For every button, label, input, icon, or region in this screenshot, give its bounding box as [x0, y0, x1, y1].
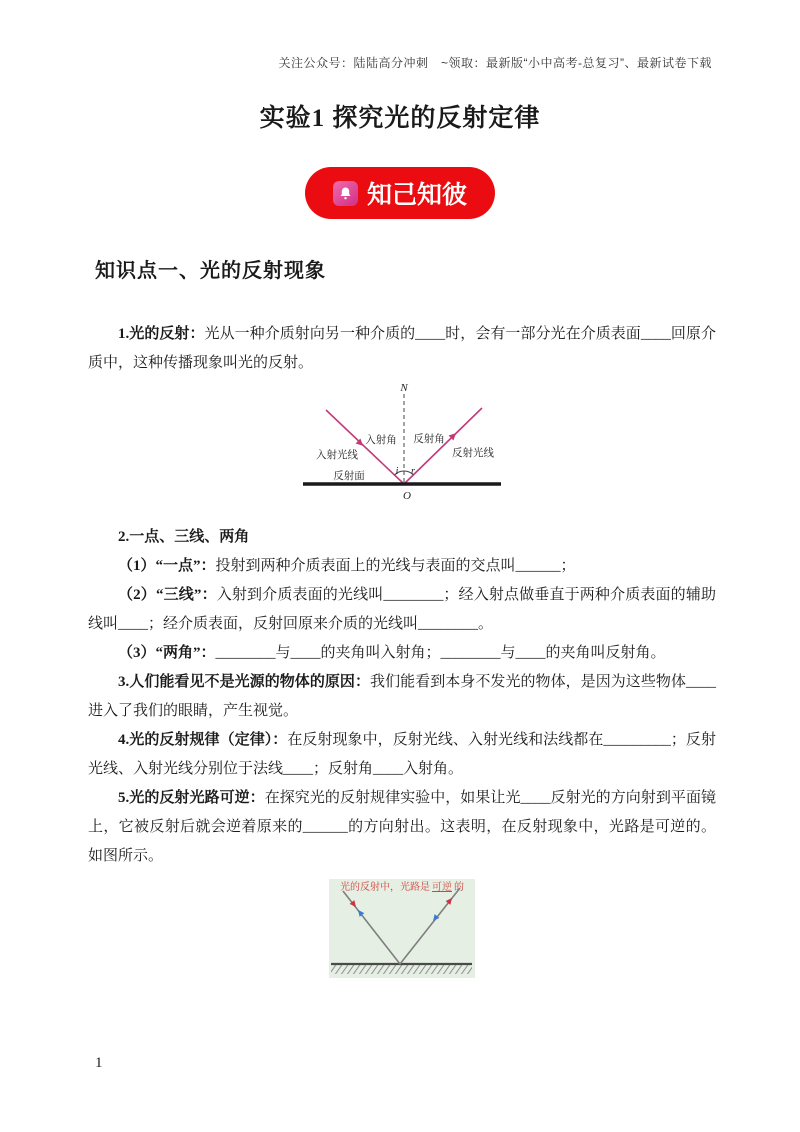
- reflection-diagram-svg: [301, 382, 503, 506]
- paragraph-4-text: 在反射现象中，反射光线、入射光线和法线都在_________；反射光线、入射光线分别位于法线____；反射角____入射角。: [88, 732, 716, 777]
- paragraph-3-text: 我们能看到本身不发光的物体，是因为这些物体____进入了我们的眼睛，产生视觉。: [88, 674, 716, 719]
- surface-label: 反射面: [333, 471, 365, 482]
- origin-label: O: [403, 490, 411, 502]
- figure-caption-suffix: 的: [454, 882, 464, 893]
- paragraph-3: [88, 668, 716, 726]
- reflected-ray-label: 反射光线: [452, 448, 494, 459]
- paragraph-5: [88, 784, 716, 871]
- page-number: 1: [95, 1055, 103, 1071]
- paragraph-3-label: 3.人们能看见不是光源的物体的原因：: [118, 674, 371, 690]
- paragraph-1-label: 1.光的反射：: [118, 326, 205, 342]
- paragraph-light-reflection: [88, 320, 716, 378]
- paragraph-5-text: 在探究光的反射规律实验中，如果让光____反射光的方向射到平面镜上，它被反射后就会逆着原来的______的方向射出。这表明，在反射现象中，光路是可逆的。如图所示。: [88, 790, 716, 864]
- paragraph-2b-text: 入射到介质表面的光线叫________；经入射点做垂直于两种介质表面的辅助线叫____；经介质表面，反射回原来介质的光线叫________。: [88, 587, 716, 632]
- paragraph-2a-label: （1）“一点”：: [118, 558, 216, 574]
- paragraph-2-item-1: [88, 552, 716, 581]
- paragraph-2c-label: （3）“两角”：: [118, 645, 216, 661]
- badge-label: 知己知彼: [366, 181, 467, 209]
- incident-ray-label: 入射光线: [316, 450, 358, 461]
- paragraph-2b-label: （2）“三线”：: [118, 587, 217, 603]
- paragraph-1-text: 光从一种介质射向另一种介质的____时，会有一部分光在介质表面____回原介质中，这种传播现象叫光的反射。: [88, 326, 716, 371]
- figure-caption-prefix: 光的反射中，光路是: [340, 882, 430, 893]
- paragraph-5-label: 5.光的反射光路可逆：: [118, 790, 265, 806]
- reflected-angle-label: 反射角: [413, 434, 445, 445]
- section-heading: 知识点一、光的反射现象: [95, 260, 326, 282]
- reflected-angle-symbol: r: [411, 466, 415, 477]
- page-title: 实验1 探究光的反射定律: [259, 105, 541, 132]
- content-body: [88, 320, 716, 978]
- figure-caption: [329, 882, 475, 894]
- reflection-diagram: [88, 382, 716, 517]
- bell-icon-glyph: [337, 185, 354, 202]
- paragraph-4: [88, 726, 716, 784]
- paragraph-2-item-3: [88, 639, 716, 668]
- paragraph-2a-text: 投射到两种介质表面上的光线与表面的交点叫______；: [215, 558, 576, 574]
- reversible-path-figure: [329, 879, 475, 978]
- mirror-hatching: [331, 964, 472, 974]
- paragraph-4-label: 4.光的反射规律（定律）：: [118, 732, 288, 748]
- header-note: 关注公众号：陆陆高分冲刺 ~领取：最新版“小中高考-总复习”、最新试卷下载: [278, 56, 712, 70]
- incident-angle-symbol: i: [395, 466, 399, 477]
- normal-label: N: [400, 382, 408, 394]
- paragraph-2c-text: ________与____的夹角叫入射角；________与____的夹角叫反射角。: [215, 645, 666, 661]
- paragraph-2-item-2: [88, 581, 716, 639]
- section-badge: [305, 167, 495, 219]
- incident-angle-label: 入射角: [365, 435, 397, 446]
- paragraph-2-heading-label: 2.一点、三线、两角: [118, 529, 250, 545]
- bell-icon: [333, 181, 358, 206]
- figure-caption-answer: 可逆: [432, 882, 452, 893]
- paragraph-2-heading: [88, 523, 716, 552]
- reflected-ray-line: [404, 408, 482, 484]
